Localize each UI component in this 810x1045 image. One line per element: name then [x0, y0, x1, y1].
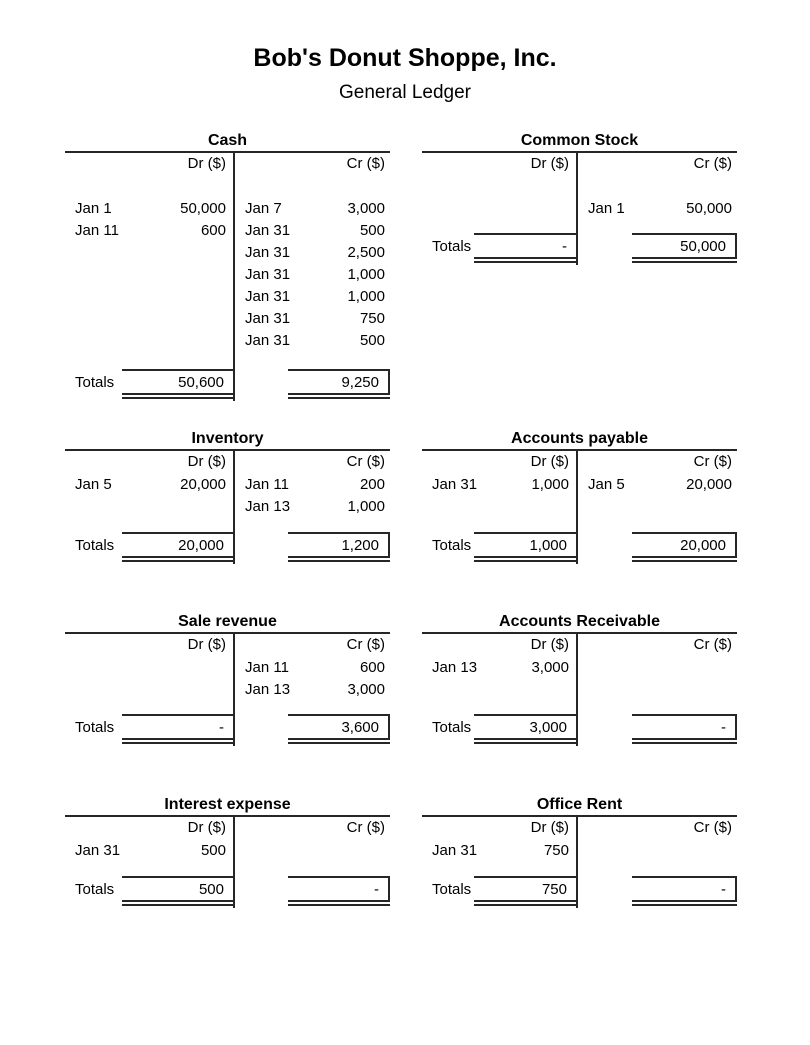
- ledger-entry: [235, 678, 390, 700]
- entry-amount: 750: [359, 309, 385, 327]
- entry-date: Jan 13: [245, 680, 291, 698]
- entry-amount: 600: [200, 221, 226, 239]
- debit-column: [422, 153, 578, 265]
- ledger-entry: [235, 241, 390, 263]
- debit-entries: [422, 656, 576, 678]
- t-account: [422, 153, 737, 265]
- ledger-entry: [422, 839, 576, 861]
- credit-column-header: Cr ($): [693, 155, 732, 172]
- entry-date: Jan 31: [245, 309, 291, 327]
- account-title: Common Stock: [422, 132, 737, 153]
- totals-row: [578, 233, 737, 259]
- debit-total: -: [122, 714, 233, 740]
- ledger-entry: [235, 285, 390, 307]
- credit-total: 50,000: [632, 233, 737, 259]
- totals-row: [578, 876, 737, 902]
- debit-total: 750: [474, 876, 576, 902]
- entry-date: Jan 13: [432, 658, 478, 676]
- totals-row: [235, 876, 390, 902]
- credit-column-header: Cr ($): [693, 819, 732, 836]
- credit-column: [578, 451, 737, 564]
- credit-total: 1,200: [288, 532, 390, 558]
- debit-column-header: Dr ($): [530, 453, 569, 470]
- debit-total: 50,600: [122, 369, 233, 395]
- entry-amount: 500: [359, 331, 385, 349]
- ledger-entry: [578, 197, 737, 219]
- credit-total: 9,250: [288, 369, 390, 395]
- totals-label: Totals: [75, 718, 115, 736]
- taccount-office-rent: [422, 796, 737, 908]
- credit-total: -: [632, 876, 737, 902]
- totals-row: [422, 876, 576, 902]
- entry-date: Jan 31: [245, 243, 291, 261]
- totals-row: [578, 532, 737, 558]
- account-title: Accounts Receivable: [422, 613, 737, 634]
- totals-row: [422, 714, 576, 740]
- ledger-entry: [578, 473, 737, 495]
- debit-column: [65, 153, 235, 401]
- totals-row: [65, 876, 233, 902]
- totals-label: Totals: [75, 880, 115, 898]
- entry-date: Jan 1: [588, 199, 625, 217]
- debit-total: 3,000: [474, 714, 576, 740]
- taccount-accounts-payable: [422, 430, 737, 564]
- ledger-row: [65, 613, 810, 746]
- entry-date: Jan 11: [245, 658, 289, 676]
- entry-amount: 50,000: [180, 199, 226, 217]
- entry-amount: 20,000: [686, 475, 732, 493]
- credit-total: -: [632, 714, 737, 740]
- entry-date: Jan 31: [245, 221, 291, 239]
- credit-column: [235, 817, 390, 908]
- credit-column: [235, 634, 390, 746]
- debit-entries: [65, 473, 233, 495]
- taccount-common-stock: [422, 132, 737, 265]
- ledger-entry: [235, 197, 390, 219]
- entry-date: Jan 1: [75, 199, 112, 217]
- debit-column: [65, 817, 235, 908]
- credit-entries: [235, 473, 390, 517]
- entry-amount: 1,000: [347, 265, 385, 283]
- ledger-entry: [235, 656, 390, 678]
- debit-entries: [422, 175, 576, 197]
- entry-amount: 500: [359, 221, 385, 239]
- debit-entries: [422, 473, 576, 495]
- ledger-entry: [422, 656, 576, 678]
- debit-entries: [422, 839, 576, 861]
- page-title: Bob's Donut Shoppe, Inc.: [253, 44, 557, 72]
- entry-date: Jan 5: [588, 475, 625, 493]
- entry-amount: 3,000: [347, 680, 385, 698]
- credit-entries: [578, 473, 737, 495]
- credit-column: [235, 153, 390, 401]
- totals-row: [422, 532, 576, 558]
- credit-column: [235, 451, 390, 564]
- entry-amount: 500: [200, 841, 226, 859]
- taccount-interest-expense: [65, 796, 390, 908]
- credit-entries: [578, 175, 737, 219]
- credit-column-header: Cr ($): [346, 453, 385, 470]
- totals-row: [235, 714, 390, 740]
- credit-column-header: Cr ($): [346, 155, 385, 172]
- entry-date: Jan 31: [432, 475, 478, 493]
- debit-entries: [65, 175, 233, 241]
- debit-column: [65, 634, 235, 746]
- t-account: [65, 153, 390, 401]
- general-ledger-page: [0, 44, 810, 908]
- totals-label: Totals: [432, 880, 472, 898]
- entry-date: Jan 11: [75, 221, 119, 239]
- debit-column: [422, 817, 578, 908]
- t-account: [65, 451, 390, 564]
- taccount-accounts-receivable: [422, 613, 737, 746]
- debit-total: 500: [122, 876, 233, 902]
- ledger-entry: [235, 219, 390, 241]
- entry-date: Jan 31: [245, 331, 291, 349]
- taccount-cash: [65, 132, 390, 401]
- debit-column-header: Dr ($): [187, 155, 226, 172]
- totals-row: [65, 714, 233, 740]
- credit-entries: [235, 656, 390, 700]
- credit-total: -: [288, 876, 390, 902]
- credit-total: 3,600: [288, 714, 390, 740]
- account-title: Office Rent: [422, 796, 737, 817]
- account-title: Accounts payable: [422, 430, 737, 451]
- totals-row: [65, 532, 233, 558]
- entry-date: Jan 5: [75, 475, 112, 493]
- debit-total: 20,000: [122, 532, 233, 558]
- entry-date: Jan 13: [245, 497, 291, 515]
- entry-amount: 20,000: [180, 475, 226, 493]
- entry-amount: 600: [359, 658, 385, 676]
- debit-column-header: Dr ($): [530, 819, 569, 836]
- entry-date: Jan 31: [75, 841, 121, 859]
- ledger-entry: [235, 307, 390, 329]
- debit-column-header: Dr ($): [187, 453, 226, 470]
- ledger-entry: [65, 219, 233, 241]
- taccount-inventory: [65, 430, 390, 564]
- totals-label: Totals: [432, 237, 472, 255]
- credit-total: 20,000: [632, 532, 737, 558]
- t-account: [422, 634, 737, 746]
- credit-column: [578, 153, 737, 265]
- debit-column: [422, 634, 578, 746]
- entry-date: Jan 11: [245, 475, 289, 493]
- credit-column: [578, 634, 737, 746]
- totals-row: [422, 233, 576, 259]
- entry-amount: 1,000: [347, 287, 385, 305]
- ledger-entry: [235, 473, 390, 495]
- totals-row: [578, 714, 737, 740]
- entry-amount: 50,000: [686, 199, 732, 217]
- credit-column: [578, 817, 737, 908]
- entry-amount: 750: [543, 841, 569, 859]
- credit-column-header: Cr ($): [346, 819, 385, 836]
- totals-label: Totals: [432, 718, 472, 736]
- entry-amount: 1,000: [531, 475, 569, 493]
- entry-date: Jan 31: [245, 287, 291, 305]
- entry-amount: 3,000: [347, 199, 385, 217]
- entry-date: Jan 7: [245, 199, 282, 217]
- debit-column-header: Dr ($): [530, 636, 569, 653]
- taccount-sale-revenue: [65, 613, 390, 746]
- t-account: [65, 634, 390, 746]
- t-account: [422, 451, 737, 564]
- ledger-entry: [235, 329, 390, 351]
- t-account: [422, 817, 737, 908]
- totals-row: [235, 369, 390, 395]
- page-header: [0, 44, 810, 104]
- ledger-entry: [65, 473, 233, 495]
- account-title: Cash: [65, 132, 390, 153]
- debit-column-header: Dr ($): [187, 636, 226, 653]
- credit-column-header: Cr ($): [346, 636, 385, 653]
- ledger-row: [65, 796, 810, 908]
- ledger-entry: [422, 473, 576, 495]
- account-title: Sale revenue: [65, 613, 390, 634]
- entry-date: Jan 31: [432, 841, 478, 859]
- entry-amount: 3,000: [531, 658, 569, 676]
- entry-amount: 200: [359, 475, 385, 493]
- totals-row: [65, 369, 233, 395]
- debit-column: [65, 451, 235, 564]
- entry-date: Jan 31: [245, 265, 291, 283]
- entry-amount: 1,000: [347, 497, 385, 515]
- totals-label: Totals: [75, 536, 115, 554]
- credit-column-header: Cr ($): [693, 453, 732, 470]
- ledger-entry: [235, 495, 390, 517]
- debit-entries: [65, 839, 233, 861]
- page-subtitle: General Ledger: [338, 82, 472, 103]
- ledger-grid: [0, 132, 810, 908]
- t-account: [65, 817, 390, 908]
- totals-label: Totals: [432, 536, 472, 554]
- debit-total: 1,000: [474, 532, 576, 558]
- debit-total: -: [474, 233, 576, 259]
- account-title: Inventory: [65, 430, 390, 451]
- ledger-row: [65, 132, 810, 401]
- debit-column: [422, 451, 578, 564]
- totals-row: [235, 532, 390, 558]
- debit-column-header: Dr ($): [187, 819, 226, 836]
- credit-column-header: Cr ($): [693, 636, 732, 653]
- totals-label: Totals: [75, 373, 115, 391]
- credit-entries: [235, 175, 390, 351]
- account-title: Interest expense: [65, 796, 390, 817]
- ledger-entry: [65, 197, 233, 219]
- debit-column-header: Dr ($): [530, 155, 569, 172]
- ledger-entry: [65, 839, 233, 861]
- entry-amount: 2,500: [347, 243, 385, 261]
- ledger-row: [65, 430, 810, 564]
- ledger-entry: [235, 263, 390, 285]
